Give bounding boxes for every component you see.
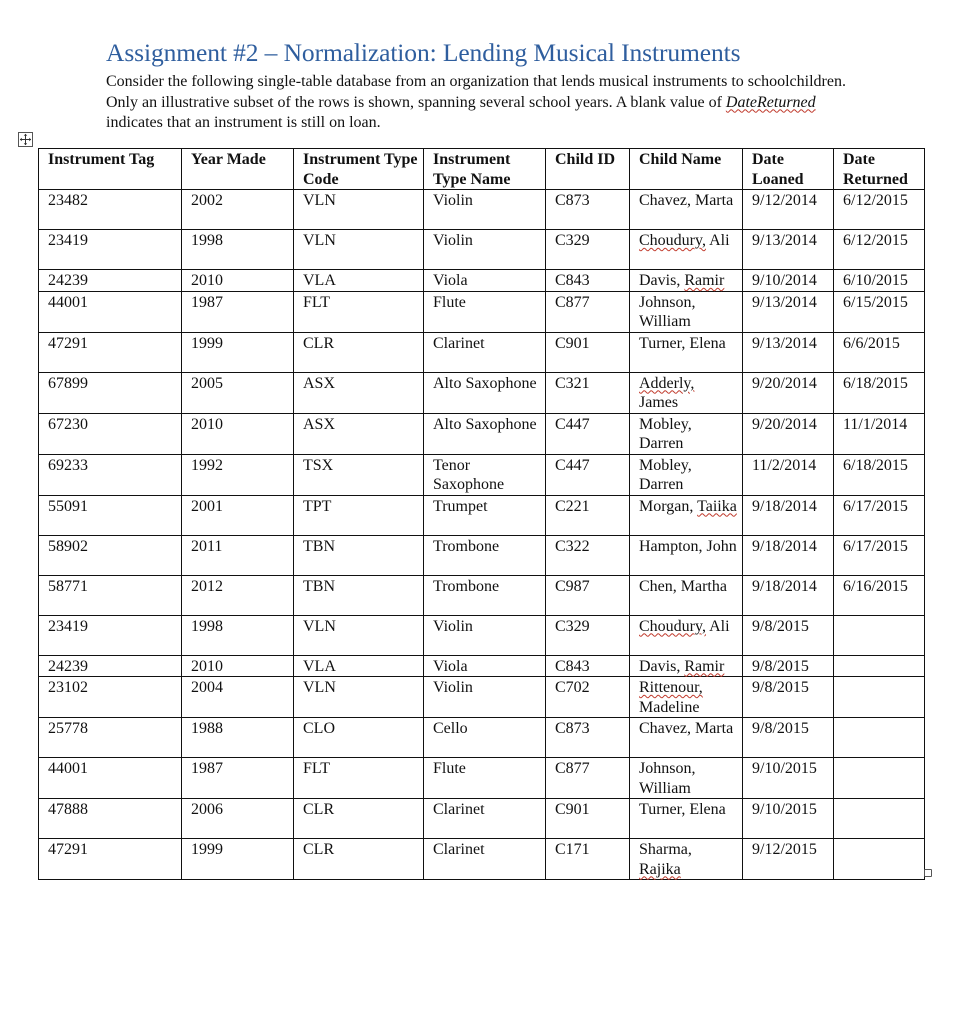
cell-instrument-type-name: Violin xyxy=(424,677,546,718)
header-date-returned: Date Returned xyxy=(834,149,925,190)
header-row xyxy=(39,149,925,190)
cell-child-name: Chavez, Marta xyxy=(630,718,743,758)
cell-instrument-tag: 55091 xyxy=(39,495,182,535)
cell-date-returned: 6/17/2015 xyxy=(834,535,925,575)
cell-child-name: Sharma, Rajika xyxy=(630,839,743,880)
cell-instrument-tag: 47291 xyxy=(39,839,182,880)
cell-date-loaned: 9/8/2015 xyxy=(743,718,834,758)
table-row xyxy=(39,495,925,535)
cell-year-made: 2001 xyxy=(182,495,294,535)
cell-year-made: 2012 xyxy=(182,575,294,615)
cell-child-id: C901 xyxy=(546,332,630,372)
cell-instrument-type-code: VLN xyxy=(294,230,424,270)
cell-instrument-type-name: Clarinet xyxy=(424,839,546,880)
cell-child-name: Chavez, Marta xyxy=(630,190,743,230)
header-instrument-type-name: Instrument Type Name xyxy=(424,149,546,190)
table-row xyxy=(39,655,925,677)
cell-child-id: C221 xyxy=(546,495,630,535)
table-header xyxy=(39,149,925,190)
cell-instrument-type-name: Violin xyxy=(424,615,546,655)
cell-year-made: 1992 xyxy=(182,454,294,495)
cell-instrument-tag: 44001 xyxy=(39,758,182,799)
table-row xyxy=(39,190,925,230)
cell-instrument-type-code: CLR xyxy=(294,332,424,372)
cell-child-name: Morgan, Taiika xyxy=(630,495,743,535)
cell-child-name: Hampton, John xyxy=(630,535,743,575)
cell-date-returned xyxy=(834,839,925,880)
cell-date-loaned: 9/18/2014 xyxy=(743,495,834,535)
cell-child-id: C873 xyxy=(546,190,630,230)
cell-child-id: C877 xyxy=(546,291,630,332)
cell-child-id: C901 xyxy=(546,799,630,839)
cell-child-id: C987 xyxy=(546,575,630,615)
cell-instrument-tag: 24239 xyxy=(39,270,182,292)
cell-instrument-type-name: Trombone xyxy=(424,575,546,615)
cell-instrument-type-name: Cello xyxy=(424,718,546,758)
move-arrows-icon xyxy=(19,133,32,146)
cell-child-id: C877 xyxy=(546,758,630,799)
cell-year-made: 2006 xyxy=(182,799,294,839)
cell-child-id: C321 xyxy=(546,372,630,413)
table-row xyxy=(39,372,925,413)
cell-instrument-tag: 23419 xyxy=(39,230,182,270)
spellcheck-flag: Taiika xyxy=(697,497,737,515)
cell-instrument-type-code: TBN xyxy=(294,575,424,615)
cell-child-name: Adderly, James xyxy=(630,372,743,413)
cell-child-name: Choudury, Ali xyxy=(630,230,743,270)
cell-instrument-type-code: VLA xyxy=(294,270,424,292)
spellcheck-flag: Ramir xyxy=(684,657,725,675)
table-row xyxy=(39,535,925,575)
cell-instrument-tag: 67230 xyxy=(39,413,182,454)
cell-child-id: C843 xyxy=(546,655,630,677)
table-resize-handle-icon[interactable] xyxy=(924,869,932,877)
cell-date-returned xyxy=(834,758,925,799)
cell-date-loaned: 9/10/2015 xyxy=(743,799,834,839)
cell-instrument-type-name: Violin xyxy=(424,230,546,270)
header-date-loaned: Date Loaned xyxy=(743,149,834,190)
cell-child-name: Chen, Martha xyxy=(630,575,743,615)
cell-date-returned: 6/12/2015 xyxy=(834,190,925,230)
cell-date-returned: 6/16/2015 xyxy=(834,575,925,615)
cell-instrument-type-code: ASX xyxy=(294,413,424,454)
header-child-id: Child ID xyxy=(546,149,630,190)
intro-paragraph xyxy=(106,72,866,134)
spellcheck-flag: Choudury, xyxy=(639,617,706,635)
cell-year-made: 2011 xyxy=(182,535,294,575)
header-instrument-type-code: Instrument Type Code xyxy=(294,149,424,190)
table-row xyxy=(39,291,925,332)
cell-date-loaned: 9/10/2015 xyxy=(743,758,834,799)
cell-date-loaned: 9/10/2014 xyxy=(743,270,834,292)
cell-instrument-tag: 58902 xyxy=(39,535,182,575)
cell-child-id: C843 xyxy=(546,270,630,292)
cell-date-returned: 6/18/2015 xyxy=(834,372,925,413)
cell-instrument-type-name: Clarinet xyxy=(424,332,546,372)
cell-instrument-tag: 25778 xyxy=(39,718,182,758)
cell-instrument-type-code: TPT xyxy=(294,495,424,535)
cell-instrument-type-name: Trumpet xyxy=(424,495,546,535)
cell-instrument-type-code: ASX xyxy=(294,372,424,413)
cell-instrument-tag: 47888 xyxy=(39,799,182,839)
cell-instrument-type-name: Viola xyxy=(424,655,546,677)
cell-year-made: 2004 xyxy=(182,677,294,718)
cell-child-id: C447 xyxy=(546,413,630,454)
cell-instrument-type-code: TSX xyxy=(294,454,424,495)
cell-date-returned xyxy=(834,655,925,677)
cell-date-loaned: 9/8/2015 xyxy=(743,677,834,718)
cell-date-returned xyxy=(834,615,925,655)
spellcheck-flag: Adderly, xyxy=(639,374,695,392)
table-row xyxy=(39,454,925,495)
intro-field-name: DateReturned xyxy=(725,93,816,111)
cell-instrument-type-code: VLA xyxy=(294,655,424,677)
cell-child-name: Davis, Ramir xyxy=(630,655,743,677)
table-row xyxy=(39,677,925,718)
cell-instrument-tag: 23102 xyxy=(39,677,182,718)
cell-child-name: Johnson, William xyxy=(630,291,743,332)
cell-date-loaned: 9/13/2014 xyxy=(743,332,834,372)
cell-instrument-tag: 47291 xyxy=(39,332,182,372)
cell-instrument-tag: 67899 xyxy=(39,372,182,413)
table-row xyxy=(39,332,925,372)
cell-child-name: Johnson, William xyxy=(630,758,743,799)
cell-date-returned: 6/18/2015 xyxy=(834,454,925,495)
cell-year-made: 2010 xyxy=(182,413,294,454)
cell-child-id: C322 xyxy=(546,535,630,575)
table-row xyxy=(39,615,925,655)
cell-date-loaned: 11/2/2014 xyxy=(743,454,834,495)
cell-child-name: Rittenour, Madeline xyxy=(630,677,743,718)
table-row xyxy=(39,718,925,758)
cell-child-id: C702 xyxy=(546,677,630,718)
cell-instrument-type-name: Clarinet xyxy=(424,799,546,839)
cell-instrument-type-code: CLR xyxy=(294,839,424,880)
cell-instrument-type-name: Violin xyxy=(424,190,546,230)
cell-instrument-type-name: Tenor Saxophone xyxy=(424,454,546,495)
intro-text-before: Consider the following single-table database from an organization that lends musical instruments to schoolchildren. Only an illustrative subset of the rows is shown, spanning several school years. A blank value of xyxy=(106,73,846,111)
table-body xyxy=(39,190,925,880)
cell-child-name: Turner, Elena xyxy=(630,332,743,372)
header-year-made: Year Made xyxy=(182,149,294,190)
document-title: Assignment #2 – Normalization: Lending Musical Instruments xyxy=(106,38,741,67)
cell-date-loaned: 9/13/2014 xyxy=(743,291,834,332)
cell-child-id: C873 xyxy=(546,718,630,758)
cell-instrument-type-name: Trombone xyxy=(424,535,546,575)
cell-instrument-type-name: Viola xyxy=(424,270,546,292)
cell-instrument-type-name: Alto Saxophone xyxy=(424,372,546,413)
cell-date-loaned: 9/18/2014 xyxy=(743,535,834,575)
header-child-name: Child Name xyxy=(630,149,743,190)
cell-child-name: Mobley, Darren xyxy=(630,413,743,454)
cell-instrument-tag: 58771 xyxy=(39,575,182,615)
table-row xyxy=(39,575,925,615)
cell-instrument-tag: 23419 xyxy=(39,615,182,655)
cell-instrument-type-code: FLT xyxy=(294,291,424,332)
table-row xyxy=(39,799,925,839)
cell-date-loaned: 9/8/2015 xyxy=(743,655,834,677)
spellcheck-flag: Rajika xyxy=(639,860,681,878)
cell-date-returned: 6/12/2015 xyxy=(834,230,925,270)
table-row xyxy=(39,230,925,270)
spellcheck-flag: Rittenour, xyxy=(639,679,703,696)
cell-child-id: C329 xyxy=(546,230,630,270)
cell-year-made: 2010 xyxy=(182,270,294,292)
intro-text-after: indicates that an instrument is still on loan. xyxy=(106,114,381,131)
cell-date-loaned: 9/20/2014 xyxy=(743,372,834,413)
table-move-handle-icon[interactable] xyxy=(18,132,33,147)
cell-date-loaned: 9/12/2014 xyxy=(743,190,834,230)
table-row xyxy=(39,413,925,454)
spellcheck-flag: Ramir xyxy=(684,272,725,289)
spellcheck-flag: Choudury, xyxy=(639,232,706,249)
table-row xyxy=(39,839,925,880)
cell-child-name: Choudury, Ali xyxy=(630,615,743,655)
cell-date-returned xyxy=(834,677,925,718)
cell-instrument-tag: 69233 xyxy=(39,454,182,495)
cell-instrument-tag: 44001 xyxy=(39,291,182,332)
cell-instrument-type-name: Flute xyxy=(424,758,546,799)
cell-year-made: 1999 xyxy=(182,839,294,880)
cell-year-made: 1988 xyxy=(182,718,294,758)
cell-date-returned: 6/10/2015 xyxy=(834,270,925,292)
cell-child-id: C329 xyxy=(546,615,630,655)
cell-date-returned: 11/1/2014 xyxy=(834,413,925,454)
cell-date-loaned: 9/12/2015 xyxy=(743,839,834,880)
cell-instrument-tag: 23482 xyxy=(39,190,182,230)
cell-child-name: Davis, Ramir xyxy=(630,270,743,292)
cell-date-returned xyxy=(834,799,925,839)
cell-date-returned: 6/6/2015 xyxy=(834,332,925,372)
cell-instrument-type-code: TBN xyxy=(294,535,424,575)
header-instrument-tag: Instrument Tag xyxy=(39,149,182,190)
cell-date-returned: 6/15/2015 xyxy=(834,291,925,332)
cell-child-id: C171 xyxy=(546,839,630,880)
cell-year-made: 1987 xyxy=(182,291,294,332)
table-row xyxy=(39,758,925,799)
instrument-loans-table xyxy=(38,148,925,880)
cell-year-made: 1998 xyxy=(182,230,294,270)
cell-date-loaned: 9/20/2014 xyxy=(743,413,834,454)
cell-instrument-tag: 24239 xyxy=(39,655,182,677)
cell-year-made: 2005 xyxy=(182,372,294,413)
table-row xyxy=(39,270,925,292)
cell-date-loaned: 9/13/2014 xyxy=(743,230,834,270)
cell-child-name: Turner, Elena xyxy=(630,799,743,839)
cell-date-returned: 6/17/2015 xyxy=(834,495,925,535)
cell-instrument-type-code: FLT xyxy=(294,758,424,799)
cell-date-loaned: 9/18/2014 xyxy=(743,575,834,615)
cell-instrument-type-code: CLO xyxy=(294,718,424,758)
cell-year-made: 1999 xyxy=(182,332,294,372)
cell-instrument-type-name: Alto Saxophone xyxy=(424,413,546,454)
cell-year-made: 2002 xyxy=(182,190,294,230)
cell-instrument-type-code: VLN xyxy=(294,677,424,718)
cell-instrument-type-code: VLN xyxy=(294,190,424,230)
cell-instrument-type-code: VLN xyxy=(294,615,424,655)
cell-year-made: 2010 xyxy=(182,655,294,677)
cell-instrument-type-code: CLR xyxy=(294,799,424,839)
cell-year-made: 1998 xyxy=(182,615,294,655)
cell-child-id: C447 xyxy=(546,454,630,495)
cell-year-made: 1987 xyxy=(182,758,294,799)
cell-date-loaned: 9/8/2015 xyxy=(743,615,834,655)
cell-date-returned xyxy=(834,718,925,758)
cell-instrument-type-name: Flute xyxy=(424,291,546,332)
cell-child-name: Mobley, Darren xyxy=(630,454,743,495)
